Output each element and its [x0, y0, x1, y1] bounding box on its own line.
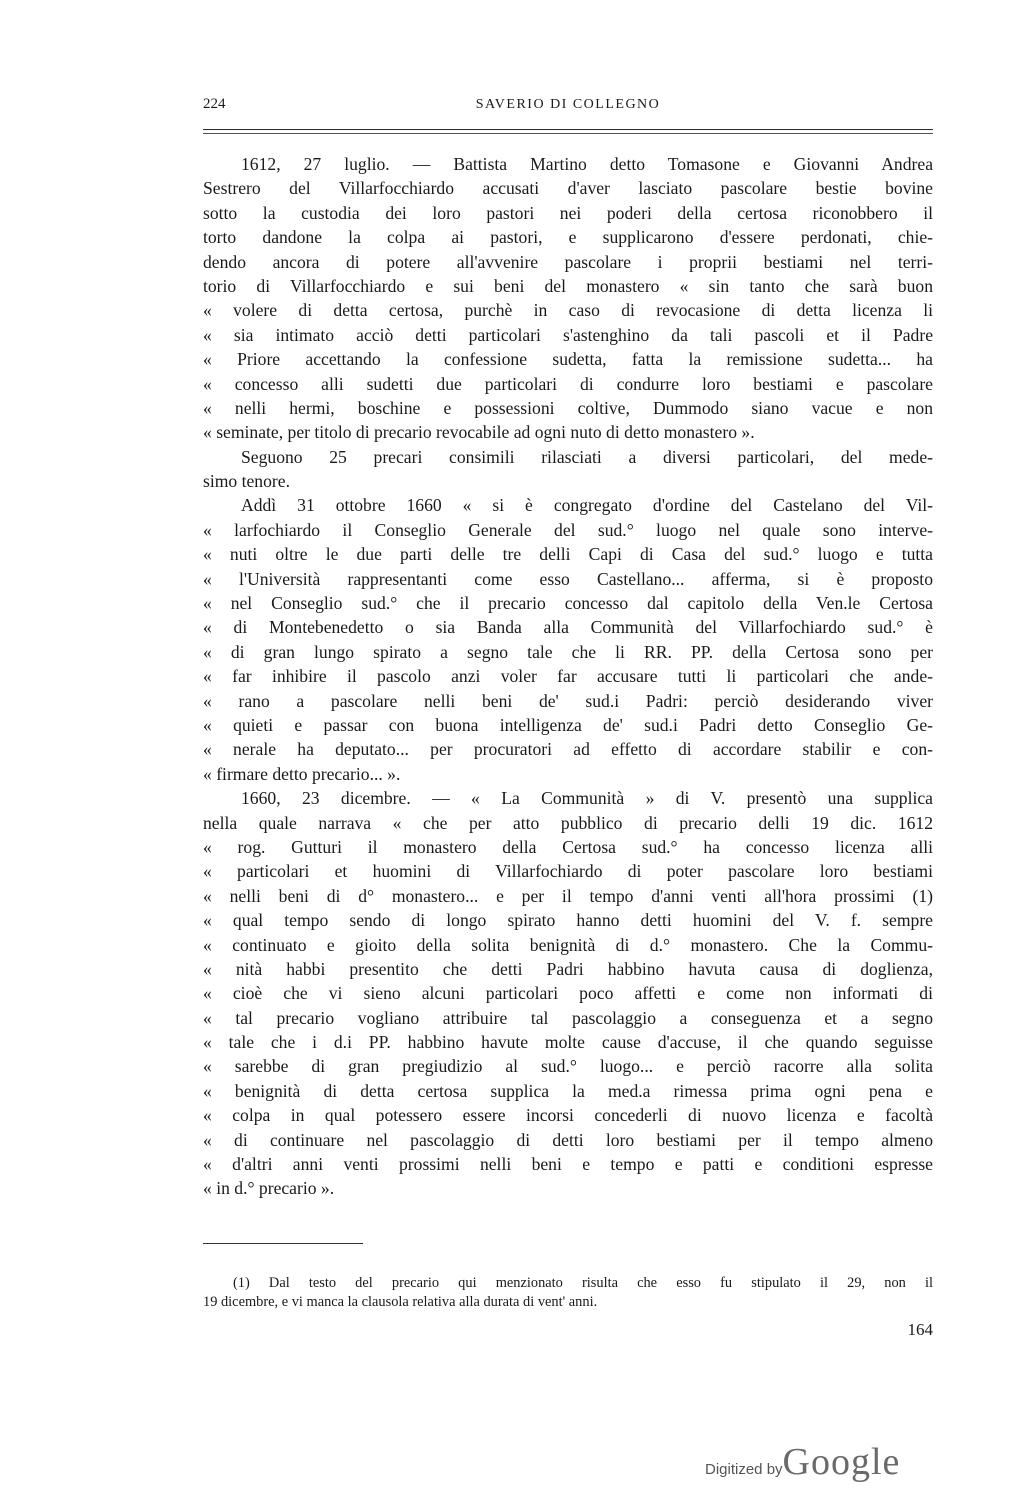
text-line: torio di Villarfocchiardo e sui beni del monastero « sin tanto che sarà buon: [203, 275, 933, 296]
text-line: « larfochiardo il Conseglio Generale del sud.° luogo nel quale sono interve-: [203, 519, 933, 540]
text-line: « volere di detta certosa, purchè in caso di revocasione di detta licenza li: [203, 300, 933, 321]
text-line: « di continuare nel pascolaggio di detti loro bestiami per il tempo almeno: [203, 1129, 933, 1150]
text-line: « colpa in qual potessero essere incorsi concederli di nuovo licenza e facoltà: [203, 1105, 933, 1126]
text-line: « in d.° precario ».: [203, 1178, 335, 1199]
text-line: « cioè che vi sieno alcuni particolari poco affetti e come non informati di: [203, 983, 933, 1004]
text-line: « nità habbi presentito che detti Padri habbino havuta causa di doglienza,: [203, 958, 933, 979]
text-line: 1612, 27 luglio. — Battista Martino detto Tomasone e Giovanni Andrea: [241, 154, 933, 174]
footnote-separator: [203, 1243, 363, 1244]
running-title: SAVERIO DI COLLEGNO: [475, 97, 661, 112]
text-line: « rog. Gutturi il monastero della Certosa sud.° ha concesso licenza alli: [203, 836, 933, 857]
text-line: sotto la custodia dei loro pastori nei poderi della certosa riconobbero il: [203, 202, 933, 223]
text-line: « particolari et huomini di Villarfochiardo di poter pascolare loro bestiami: [203, 861, 933, 882]
text-line: « nuti oltre le due parti delle tre delli Capi di Casa del sud.° luogo e tutta: [203, 544, 933, 565]
text-line: dendo ancora di potere all'avvenire pascolare i proprii bestiami nel terri-: [203, 251, 933, 272]
paragraph: [203, 445, 933, 494]
text-line: « concesso alli sudetti due particolari di condurre loro bestiami e pascolare: [203, 373, 933, 394]
footnote-line: (1) Dal testo del precario qui menzionato risulta che esso fu stipulato il 29, non il: [233, 1275, 933, 1291]
text-line: nella quale narrava « che per atto pubblico di precario delli 19 dic. 1612: [203, 812, 933, 833]
paragraph: [203, 493, 933, 786]
text-line: « seminate, per titolo di precario revocabile ad ogni nuto di detto monastero ».: [203, 422, 755, 443]
text-line: « quieti e passar con buona intelligenza de' sud.i Padri detto Conseglio Ge-: [203, 714, 933, 735]
text-line: torto dandone la colpa ai pastori, e supplicarono d'essere perdonati, chie-: [203, 227, 933, 248]
text-line: « sia intimato acciò detti particolari s'astenghino da tali pascoli et il Padre: [203, 324, 933, 345]
paragraph: [203, 152, 933, 445]
text-line: 1660, 23 dicembre. — « La Communità » di V. presentò una supplica: [241, 788, 933, 809]
page-number: 224: [203, 96, 226, 112]
text-line: « di Montebenedetto o sia Banda alla Communità del Villarfochiardo sud.° è: [203, 617, 933, 638]
text-line: Seguono 25 precari consimili rilasciati a diversi particolari, del mede-: [241, 446, 933, 467]
text-line: « tal precario vogliano attribuire tal pascolaggio a conseguenza et a segno: [203, 1007, 933, 1028]
google-logo: Google: [782, 1441, 901, 1483]
text-line: simo tenore.: [203, 471, 290, 492]
text-line: « benignità di detta certosa supplica la med.a rimessa prima ogni pena e: [203, 1080, 933, 1101]
header-rule: [203, 129, 933, 130]
text-line: « di gran lungo spirato a segno tale che li RR. PP. della Certosa sono per: [203, 641, 933, 662]
signature-mark: 164: [907, 1320, 933, 1339]
text-line: « d'altri anni venti prossimi nelli beni e tempo e patti e conditioni espresse: [203, 1154, 933, 1175]
header-rule-secondary: [203, 133, 933, 134]
text-line: « nel Conseglio sud.° che il precario concesso dal capitolo della Ven.le Certosa: [203, 593, 933, 614]
text-line: « Priore accettando la confessione sudetta, fatta la remissione sudetta... ha: [203, 349, 933, 370]
text-line: « l'Università rappresentanti come esso Castellano... afferma, si è proposto: [203, 568, 933, 589]
text-line: « nelli hermi, boschine e possessioni coltive, Dummodo siano vacue e non: [203, 397, 933, 418]
text-line: « nerale ha deputato... per procuratori ad effetto di accordare stabilir e con-: [203, 739, 933, 760]
text-line: « rano a pascolare nelli beni de' sud.i Padri: perciò desiderando viver: [203, 690, 933, 711]
digitization-watermark: [705, 1440, 900, 1484]
text-line: Sestrero del Villarfocchiardo accusati d'aver lasciato pascolare bestie bovine: [203, 178, 933, 199]
footnote: [203, 1274, 933, 1312]
text-line: « firmare detto precario... ».: [203, 763, 401, 784]
text-line: « continuato e gioito della solita benignità di d.° monastero. Che la Commu-: [203, 934, 933, 955]
running-header: [203, 96, 933, 120]
text-line: « sarebbe di gran pregiudizio al sud.° luogo... e perciò racorre alla solita: [203, 1056, 933, 1077]
text-line: « tale che i d.i PP. habbino havute molte cause d'accuse, il che quando seguisse: [203, 1032, 933, 1053]
main-text: [203, 152, 933, 1201]
text-line: Addì 31 ottobre 1660 « si è congregato d'ordine del Castelano del Vil-: [241, 495, 933, 516]
paragraph: [203, 786, 933, 1201]
watermark-prefix: Digitized by: [705, 1461, 783, 1478]
text-line: « far inhibire il pascolo anzi voler far accusare tutti li particolari che ande-: [203, 666, 933, 687]
text-line: « nelli beni di d° monastero... e per il tempo d'anni venti all'hora prossimi (1): [203, 885, 933, 906]
text-line: « qual tempo sendo di longo spirato hanno detti huomini del V. f. sempre: [203, 910, 933, 931]
footnote-line: 19 dicembre, e vi manca la clausola relativa alla durata di vent' anni.: [203, 1294, 598, 1310]
